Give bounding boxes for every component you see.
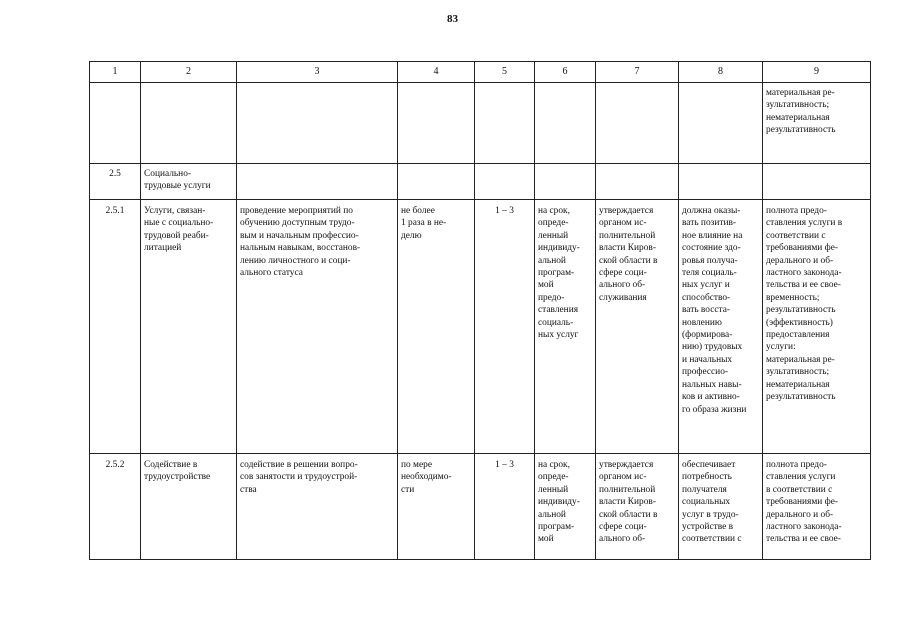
table-cell-tariff xyxy=(596,83,679,164)
table-cell-term: на срок, опреде- ленный индивиду- альной програм- мой предо- ставления социаль- ных услуг xyxy=(535,200,596,454)
table-header-row xyxy=(90,62,871,83)
header-cell: 3 xyxy=(237,62,398,83)
table-cell-frequency: по мере необходимо- сти xyxy=(398,454,475,560)
table-row xyxy=(90,454,871,560)
table-cell-description xyxy=(237,83,398,164)
table-cell-number: 2.5.1 xyxy=(90,200,141,454)
table-cell-number xyxy=(90,83,141,164)
header-cell: 6 xyxy=(535,62,596,83)
table-row xyxy=(90,200,871,454)
table-cell-conditions: должна оказы- вать позитив- ное влияние на состояние здо- ровья получа- теля социаль- ных услуг и способство- вать восста- новлению (формирова- нию) трудовых и начальных профессио- нальных навы- ков и активно- го образа жизни xyxy=(679,200,763,454)
table-cell-service-name: Содействие в трудоустройстве xyxy=(141,454,237,560)
table-cell-units: 1 – 3 xyxy=(475,454,535,560)
table-cell-service-name: Услуги, связан- ные с социально- трудовой реаби- литацией xyxy=(141,200,237,454)
table-cell-description xyxy=(237,164,398,200)
services-table xyxy=(89,61,871,560)
table-cell-description: содействие в решении вопро- сов занятости и трудоустрой- ства xyxy=(237,454,398,560)
table-cell-term: на срок, опреде- ленный индивиду- альной програм- мой xyxy=(535,454,596,560)
table-cell-service-name: Социально- трудовые услуги xyxy=(141,164,237,200)
header-cell: 5 xyxy=(475,62,535,83)
table-cell-conditions xyxy=(679,164,763,200)
header-cell: 4 xyxy=(398,62,475,83)
table-cell-quality: материальная ре- зультативность; нематериальная результативность xyxy=(763,83,871,164)
table-cell-units xyxy=(475,164,535,200)
header-cell: 9 xyxy=(763,62,871,83)
table-cell-term xyxy=(535,83,596,164)
table-cell-frequency xyxy=(398,83,475,164)
table-cell-quality: полнота предо- ставления услуги в соответствии с требованиями фе- дерального и об- ластного законода- тельства и ее свое- xyxy=(763,454,871,560)
page-number: 83 xyxy=(447,13,458,25)
table-cell-conditions xyxy=(679,83,763,164)
header-cell: 2 xyxy=(141,62,237,83)
table-cell-description: проведение мероприятий по обучению доступным трудо- вым и начальным профессио- нальным навыкам, восстанов- лению личностного и соци- ального статуса xyxy=(237,200,398,454)
table-cell-tariff: утверждается органом ис- полнительной власти Киров- ской области в сфере соци- ального об- xyxy=(596,454,679,560)
table-cell-number: 2.5.2 xyxy=(90,454,141,560)
table-cell-tariff xyxy=(596,164,679,200)
table-cell-frequency xyxy=(398,164,475,200)
header-cell: 7 xyxy=(596,62,679,83)
table-cell-quality xyxy=(763,164,871,200)
table-cell-frequency: не более 1 раза в не- делю xyxy=(398,200,475,454)
table-cell-tariff: утверждается органом ис- полнительной власти Киров- ской области в сфере соци- ального об- служивания xyxy=(596,200,679,454)
header-cell: 8 xyxy=(679,62,763,83)
table-cell-quality: полнота предо- ставления услуги в соответствии с требованиями фе- дерального и об- ластного законода- тельства и ее свое- временность; результативность (эффективность) предоставления услуги: материальная ре- зультативность; нематериальная результативность xyxy=(763,200,871,454)
table-cell-number: 2.5 xyxy=(90,164,141,200)
table-cell-conditions: обеспечивает потребность получателя социальных услуг в трудо- устройстве в соответствии с xyxy=(679,454,763,560)
table-cell-service-name xyxy=(141,83,237,164)
table-cell-term xyxy=(535,164,596,200)
table-row xyxy=(90,83,871,164)
table-row xyxy=(90,164,871,200)
header-cell: 1 xyxy=(90,62,141,83)
table-cell-units xyxy=(475,83,535,164)
table-cell-units: 1 – 3 xyxy=(475,200,535,454)
